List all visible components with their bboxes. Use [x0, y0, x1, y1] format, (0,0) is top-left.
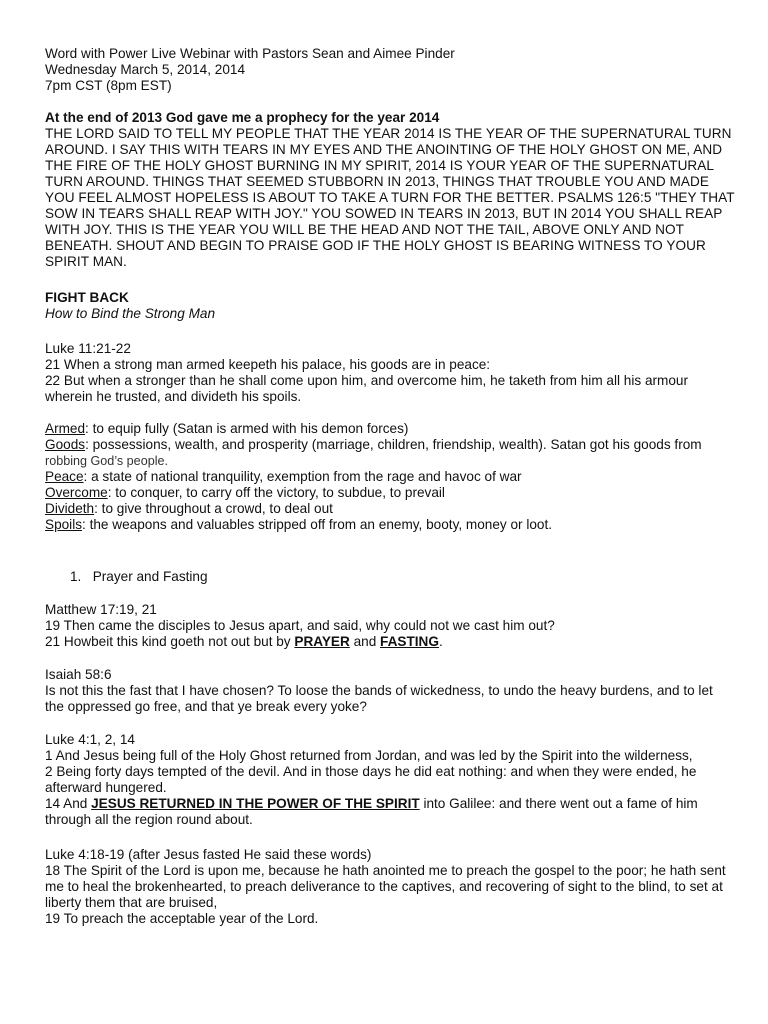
definition-term: Peace	[45, 469, 84, 484]
definitions-list	[45, 421, 735, 533]
definition-term: Armed	[45, 421, 86, 436]
definition-text: : possessions, wealth, and prosperity (marriage, children, friendship, wealth). Satan got his goods from	[85, 437, 702, 452]
prophecy-body: THE LORD SAID TO TELL MY PEOPLE THAT THE YEAR 2014 IS THE YEAR OF THE SUPERNATURAL TURN AROUND. I SAY THIS WITH TEARS IN MY EYES AND THE ANOINTING OF THE HOLY GHOST ON ME, AND THE FIRE OF THE HOLY GHOST BURNING IN MY SPIRIT, 2014 IS YOUR YEAR OF THE SUPERNATURAL TURN AROUND. THINGS THAT SEEMED STUBBORN IN 2013, THINGS THAT TROUBLE YOU AND MADE YOU FEEL ALMOST HOPELESS IS ABOUT TO TAKE A TURN FOR THE BETTER. PSALMS 126:5 "THEY THAT SOW IN TEARS SHALL REAP WITH JOY." YOU SOWED IN TEARS IN 2013, BUT IN 2014 YOU SHALL REAP WITH JOY. THIS IS THE YEAR YOU WILL BE THE HEAD AND NOT THE TAIL, ABOVE ONLY AND NOT BENEATH. SHOUT AND BEGIN TO PRAISE GOD IF THE HOLY GHOST IS BEARING WITNESS TO YOUR SPIRIT MAN.	[45, 126, 735, 269]
matthew-reference: Matthew 17:19, 21	[45, 602, 157, 617]
fight-back-title: FIGHT BACK	[45, 290, 129, 305]
matthew-verse-21	[45, 634, 735, 650]
luke-4-reference: Luke 4:1, 2, 14	[45, 732, 135, 747]
header-line-time: 7pm CST (8pm EST)	[45, 78, 172, 93]
isaiah-text: Is not this the fast that I have chosen? To loose the bands of wickedness, to undo the heavy burdens, and to let the oppressed go free, and that ye break every yoke?	[45, 683, 713, 714]
definition-armed	[45, 421, 735, 437]
definition-text: : the weapons and valuables stripped off from an enemy, booty, money or loot.	[82, 517, 553, 532]
definition-spoils	[45, 517, 735, 533]
isaiah-passage	[45, 667, 735, 715]
luke-4-verse-14-prefix: 14 And	[45, 796, 92, 811]
definition-term: Goods	[45, 437, 86, 452]
list-item-label: Prayer and Fasting	[92, 569, 208, 584]
fight-back-subtitle: How to Bind the Strong Man	[45, 306, 216, 321]
luke-11-reference: Luke 11:21-22	[45, 341, 131, 356]
prophecy-heading: At the end of 2013 God gave me a prophecy for the year 2014	[45, 110, 440, 125]
list-item-number: 1.	[70, 569, 82, 584]
period-text: .	[438, 634, 443, 649]
definition-text: : to equip fully (Satan is armed with his demon forces)	[85, 421, 409, 436]
luke-11-verse-21: 21 When a strong man armed keepeth his palace, his goods are in peace:	[45, 357, 491, 372]
definition-overcome	[45, 485, 735, 501]
prophecy-section	[45, 110, 735, 270]
luke-11-passage	[45, 341, 735, 405]
luke-4-verse-14	[45, 796, 735, 828]
definition-goods-continued	[45, 453, 735, 469]
fasting-emphasis: FASTING	[380, 634, 439, 649]
header-line-date: Wednesday March 5, 2014, 2014	[45, 62, 246, 77]
definition-text: : to conquer, to carry off the victory, to subdue, to prevail	[107, 485, 445, 500]
luke-4-passage	[45, 732, 735, 828]
luke-4-18-passage	[45, 847, 735, 927]
luke-4-18-reference: Luke 4:18-19 (after Jesus fasted He said these words)	[45, 847, 372, 862]
definition-text: : a state of national tranquility, exemption from the rage and havoc of war	[83, 469, 522, 484]
luke-4-verse-1: 1 And Jesus being full of the Holy Ghost returned from Jordan, and was led by the Spirit into the wilderness,	[45, 748, 693, 763]
definition-term: Overcome	[45, 485, 108, 500]
numbered-list-item	[70, 569, 208, 585]
prayer-emphasis: PRAYER	[294, 634, 350, 649]
matthew-passage	[45, 602, 735, 650]
luke-11-verse-22: 22 But when a stronger than he shall come upon him, and overcome him, he taketh from him all his armour wherein he trusted, and divideth his spoils.	[45, 373, 689, 404]
header-line-title: Word with Power Live Webinar with Pastors Sean and Aimee Pinder	[45, 46, 455, 61]
definition-text: : to give throughout a crowd, to deal out	[94, 501, 333, 516]
definition-peace	[45, 469, 735, 485]
definition-term: Divideth	[45, 501, 95, 516]
luke-4-verse-2: 2 Being forty days tempted of the devil. And in those days he did eat nothing: and when they were ended, he afterward hungered.	[45, 764, 697, 795]
definition-goods	[45, 437, 735, 453]
matthew-verse-19: 19 Then came the disciples to Jesus apart, and said, why could not we cast him out?	[45, 618, 555, 633]
fight-back-section	[45, 290, 735, 322]
definition-term: Spoils	[45, 517, 83, 532]
luke-4-verse-19: 19 To preach the acceptable year of the Lord.	[45, 911, 319, 926]
definition-divideth	[45, 501, 735, 517]
power-of-spirit-emphasis: JESUS RETURNED IN THE POWER OF THE SPIRIT	[91, 796, 420, 811]
luke-4-verse-14-suffix: into Galilee: and there went out a fame of him through all the region round about.	[45, 796, 698, 827]
isaiah-reference: Isaiah 58:6	[45, 667, 112, 682]
conjunction-text: and	[349, 634, 381, 649]
webinar-header	[45, 46, 735, 94]
matthew-verse-21-text: 21 Howbeit this kind goeth not out but by	[45, 634, 295, 649]
luke-4-verse-18: 18 The Spirit of the Lord is upon me, because he hath anointed me to preach the gospel to the poor; he hath sent me to heal the brokenhearted, to preach deliverance to the captives, and recovering of sight to the blind, to set at liberty them that are bruised,	[45, 863, 726, 910]
definition-text: robbing God’s people.	[45, 454, 168, 468]
